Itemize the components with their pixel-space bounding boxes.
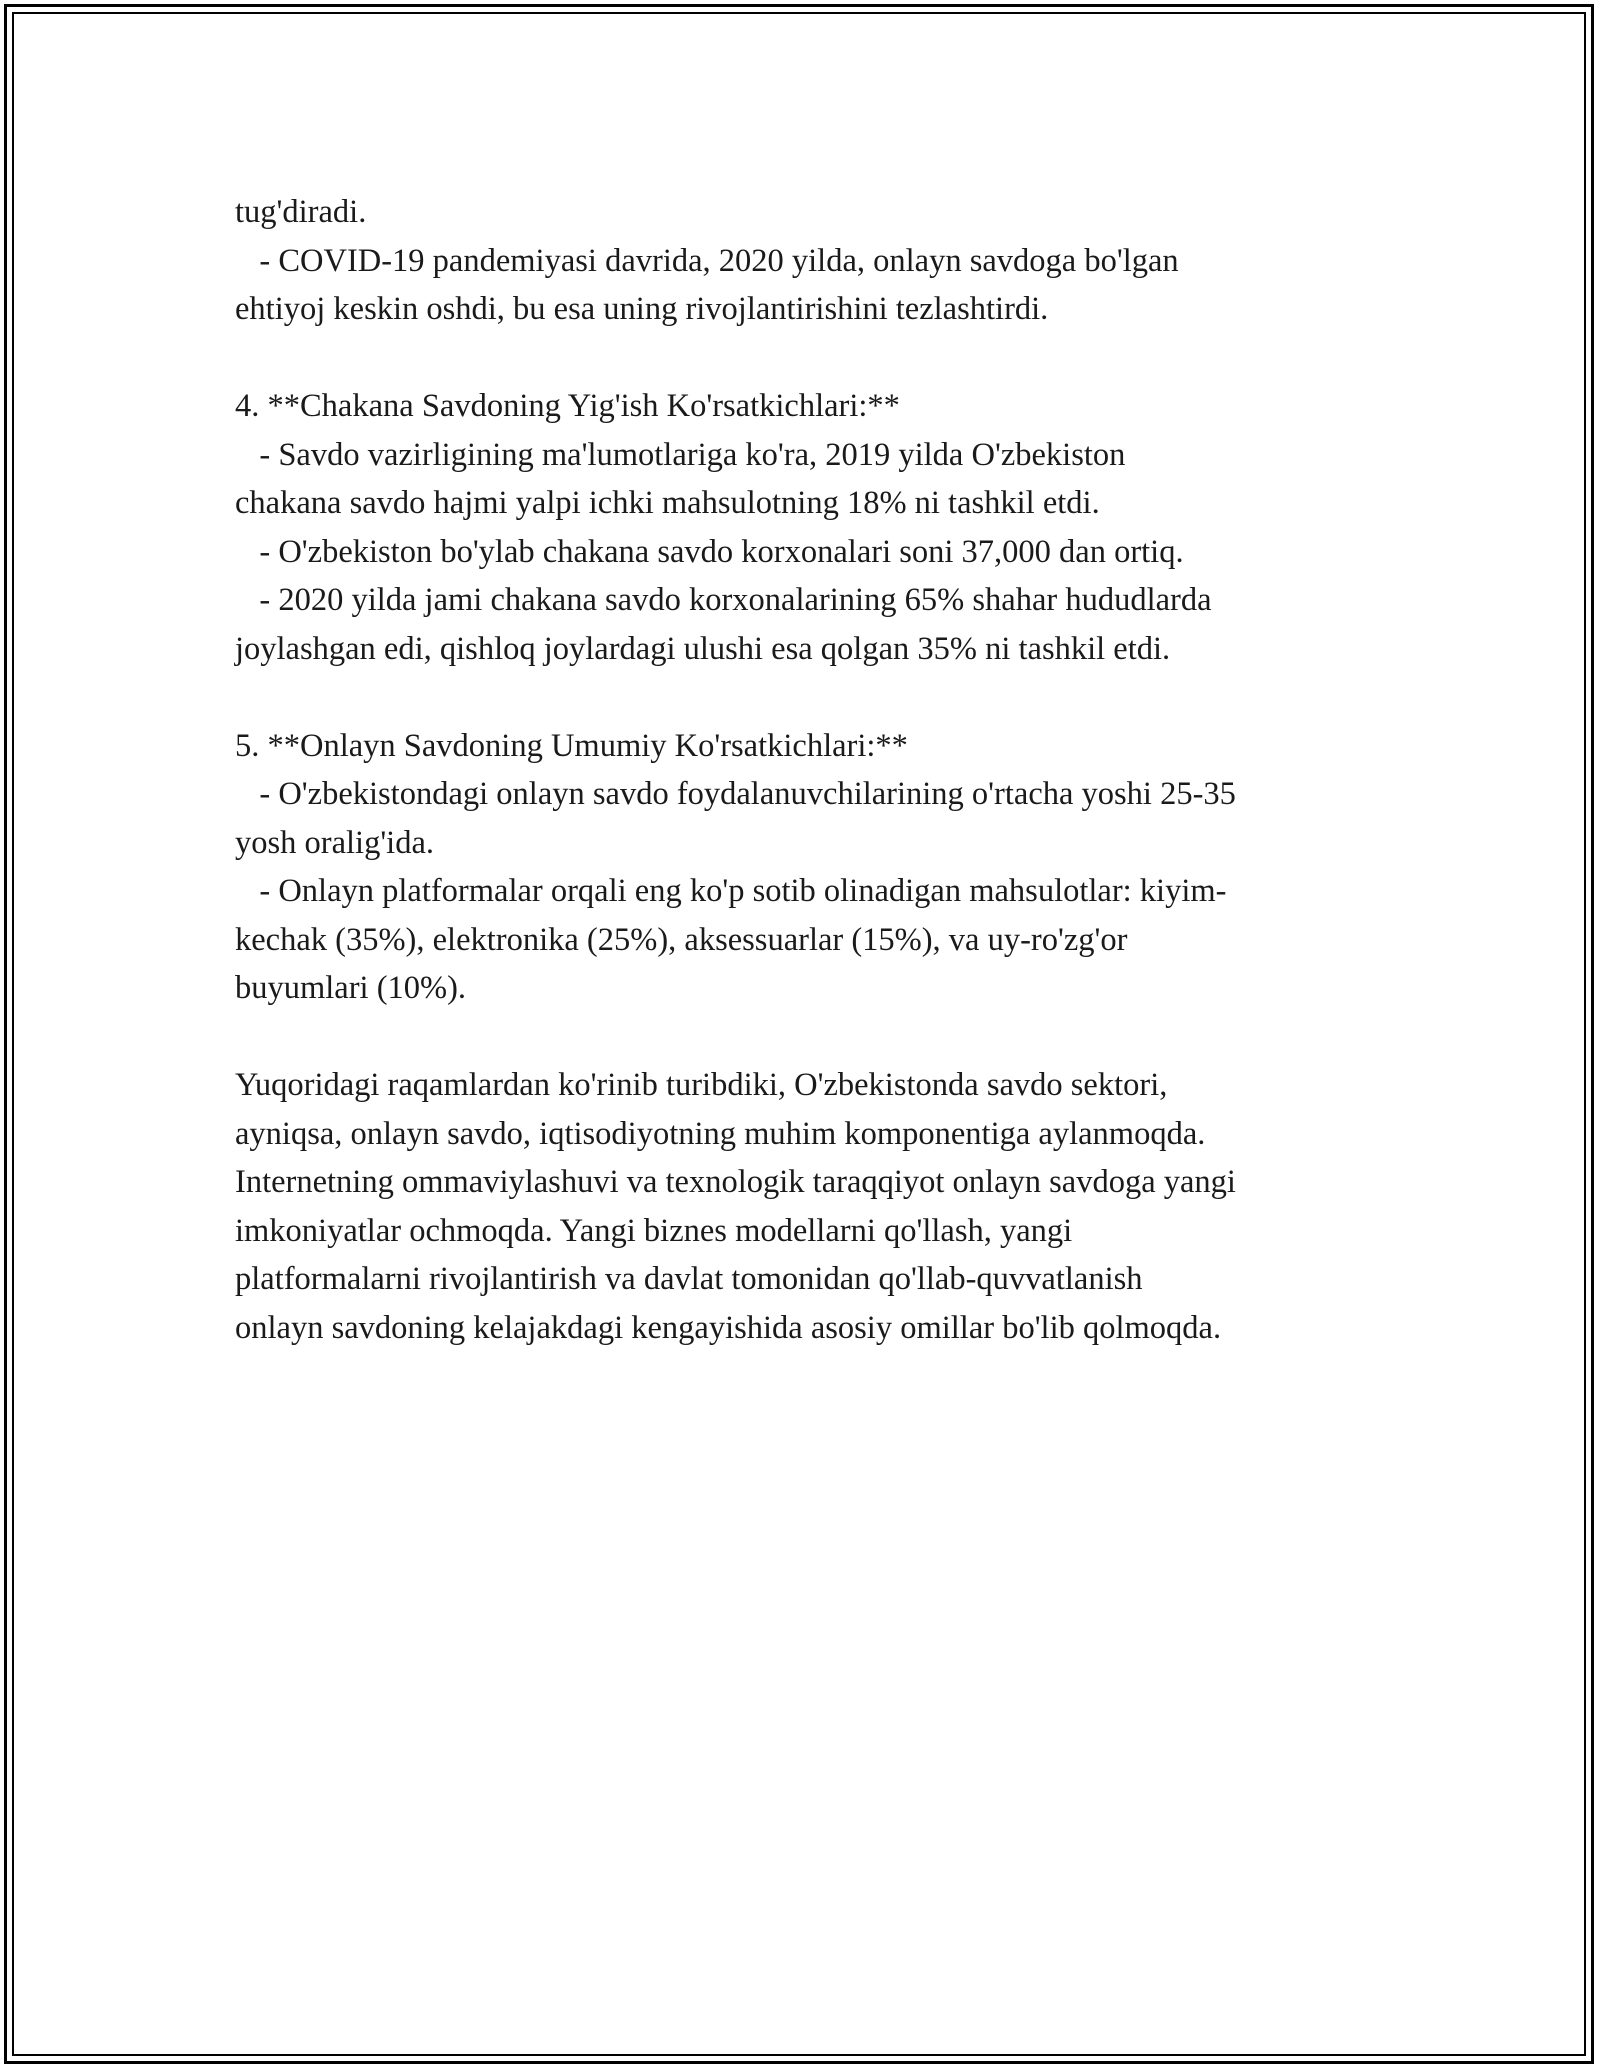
- section-heading-4: 4. **Chakana Savdoning Yig'ish Ko'rsatkichlari:**: [235, 388, 900, 424]
- conclusion-line: onlayn savdoning kelajakdagi kengayishida asosiy omillar bo'lib qolmoqda.: [235, 1309, 1222, 1346]
- text-line: - 2020 yilda jami chakana savdo korxonalarining 65% shahar hududlarda: [235, 582, 1212, 618]
- text-line: - O'zbekiston bo'ylab chakana savdo korxonalari soni 37,000 dan ortiq.: [235, 533, 1184, 570]
- section-heading-5: 5. **Onlayn Savdoning Umumiy Ko'rsatkichlari:**: [235, 727, 908, 764]
- text-line: - O'zbekistondagi onlayn savdo foydalanuvchilarining o'rtacha yoshi 25-35: [235, 776, 1236, 812]
- text-line: chakana savdo hajmi yalpi ichki mahsulotning 18% ni tashkil etdi.: [235, 485, 1100, 521]
- text-line: joylashgan edi, qishloq joylardagi ulushi esa qolgan 35% ni tashkil etdi.: [235, 630, 1171, 667]
- conclusion-line: platformalarni rivojlantirish va davlat tomonidan qo'llab-quvvatlanish: [235, 1261, 1143, 1297]
- text-line: kechak (35%), elektronika (25%), aksessuarlar (15%), va uy-ro'zg'or: [235, 921, 1128, 958]
- text-line: buyumlari (10%).: [235, 970, 467, 1006]
- text-line: tug'diradi.: [235, 194, 367, 230]
- conclusion-line: Yuqoridagi raqamlardan ko'rinib turibdiki, O'zbekistonda savdo sektori,: [235, 1067, 1168, 1103]
- conclusion-line: Internetning ommaviylashuvi va texnologik taraqqiyot onlayn savdoga yangi: [235, 1164, 1236, 1200]
- paragraph-gap: [235, 334, 1375, 383]
- conclusion-line: imkoniyatlar ochmoqda. Yangi biznes modellarni qo'llash, yangi: [235, 1212, 1073, 1249]
- document-body: [235, 188, 1375, 1352]
- text-line: yosh oralig'ida.: [235, 824, 435, 861]
- text-line: ehtiyoj keskin oshdi, bu esa uning rivojlantirishini tezlashtirdi.: [235, 291, 1049, 327]
- paragraph-gap: [235, 1013, 1375, 1062]
- conclusion-line: ayniqsa, onlayn savdo, iqtisodiyotning muhim komponentiga aylanmoqda.: [235, 1115, 1206, 1152]
- paragraph-gap: [235, 673, 1375, 722]
- text-line: - Onlayn platformalar orqali eng ko'p sotib olinadigan mahsulotlar: kiyim-: [235, 873, 1227, 909]
- text-line: - COVID-19 pandemiyasi davrida, 2020 yilda, onlayn savdoga bo'lgan: [235, 242, 1179, 279]
- text-line: - Savdo vazirligining ma'lumotlariga ko'ra, 2019 yilda O'zbekiston: [235, 436, 1126, 473]
